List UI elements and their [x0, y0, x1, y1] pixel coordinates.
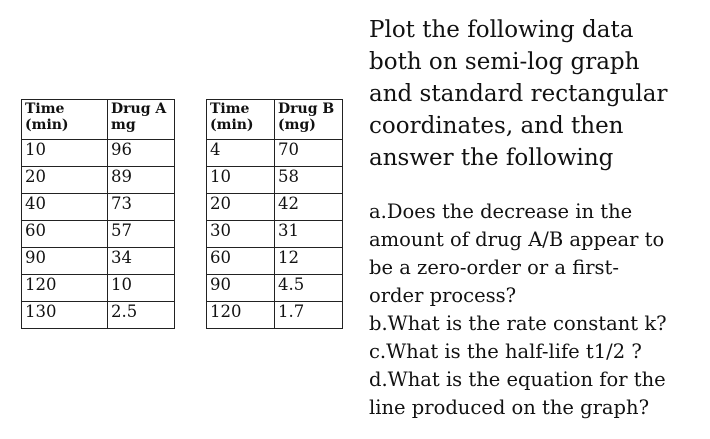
- table-cell: 1.7: [275, 302, 343, 329]
- table-cell: 130: [22, 302, 108, 329]
- table-cell: 89: [108, 167, 175, 194]
- header-line: (mg): [278, 117, 316, 133]
- question-line: order process?: [369, 284, 517, 307]
- table-cell: 120: [207, 302, 275, 329]
- table-cell: 34: [108, 248, 175, 275]
- instruction-line: Plot the following data: [369, 17, 634, 43]
- question-line: b.What is the rate constant k?: [369, 312, 667, 335]
- table-cell: 60: [207, 248, 275, 275]
- table-cell: 96: [108, 140, 175, 167]
- instructions-text: [369, 14, 704, 174]
- table-cell: 4: [207, 140, 275, 167]
- header-line: Time: [210, 101, 250, 117]
- drug-b-table-body: [207, 100, 343, 329]
- table-cell: 20: [207, 194, 275, 221]
- question-line: d.What is the equation for the: [369, 368, 666, 391]
- table-cell: 58: [275, 167, 343, 194]
- header-line: (min): [210, 117, 254, 133]
- question-line: amount of drug A/B appear to: [369, 228, 665, 251]
- header-line: Time: [25, 101, 65, 117]
- questions-list: [369, 198, 704, 422]
- table-row: [207, 194, 343, 221]
- table-row: [22, 248, 175, 275]
- table-cell: 70: [275, 140, 343, 167]
- table-cell: 10: [207, 167, 275, 194]
- table-cell: 60: [22, 221, 108, 248]
- header-line: (min): [25, 117, 69, 133]
- header-line: Drug B: [278, 101, 335, 117]
- header-line: Drug A: [111, 101, 167, 117]
- table-cell: 57: [108, 221, 175, 248]
- table-row: [22, 140, 175, 167]
- table-cell: 31: [275, 221, 343, 248]
- question-line: a.Does the decrease in the: [369, 200, 633, 223]
- table-row: [207, 275, 343, 302]
- table-cell: 10: [108, 275, 175, 302]
- table-cell: 4.5: [275, 275, 343, 302]
- header-drug-b: [275, 100, 343, 140]
- table-row: [207, 248, 343, 275]
- table-header-row: [207, 100, 343, 140]
- drug-a-table-body: [22, 100, 175, 329]
- table-cell: 40: [22, 194, 108, 221]
- instruction-line: both on semi-log graph: [369, 49, 640, 75]
- table-cell: 73: [108, 194, 175, 221]
- table-cell: 120: [22, 275, 108, 302]
- table-row: [22, 167, 175, 194]
- table-row: [207, 221, 343, 248]
- instruction-line: coordinates, and then: [369, 113, 624, 139]
- table-row: [22, 275, 175, 302]
- drug-b-table: [206, 99, 343, 329]
- table-cell: 2.5: [108, 302, 175, 329]
- table-row: [22, 194, 175, 221]
- table-cell: 90: [22, 248, 108, 275]
- table-row: [207, 167, 343, 194]
- table-row: [22, 221, 175, 248]
- instruction-line: and standard rectangular: [369, 81, 668, 107]
- table-cell: 30: [207, 221, 275, 248]
- table-cell: 42: [275, 194, 343, 221]
- table-row: [22, 302, 175, 329]
- table-header-row: [22, 100, 175, 140]
- table-cell: 20: [22, 167, 108, 194]
- table-row: [207, 140, 343, 167]
- table-cell: 10: [22, 140, 108, 167]
- question-line: c.What is the half-life t1/2 ?: [369, 340, 642, 363]
- header-drug-a: [108, 100, 175, 140]
- table-cell: 90: [207, 275, 275, 302]
- question-line: line produced on the graph?: [369, 396, 650, 419]
- header-time: [22, 100, 108, 140]
- header-time: [207, 100, 275, 140]
- instruction-line: answer the following: [369, 145, 614, 171]
- question-line: be a zero-order or a first-: [369, 256, 619, 279]
- table-row: [207, 302, 343, 329]
- table-cell: 12: [275, 248, 343, 275]
- drug-a-table: [21, 99, 175, 329]
- header-line: mg: [111, 117, 136, 133]
